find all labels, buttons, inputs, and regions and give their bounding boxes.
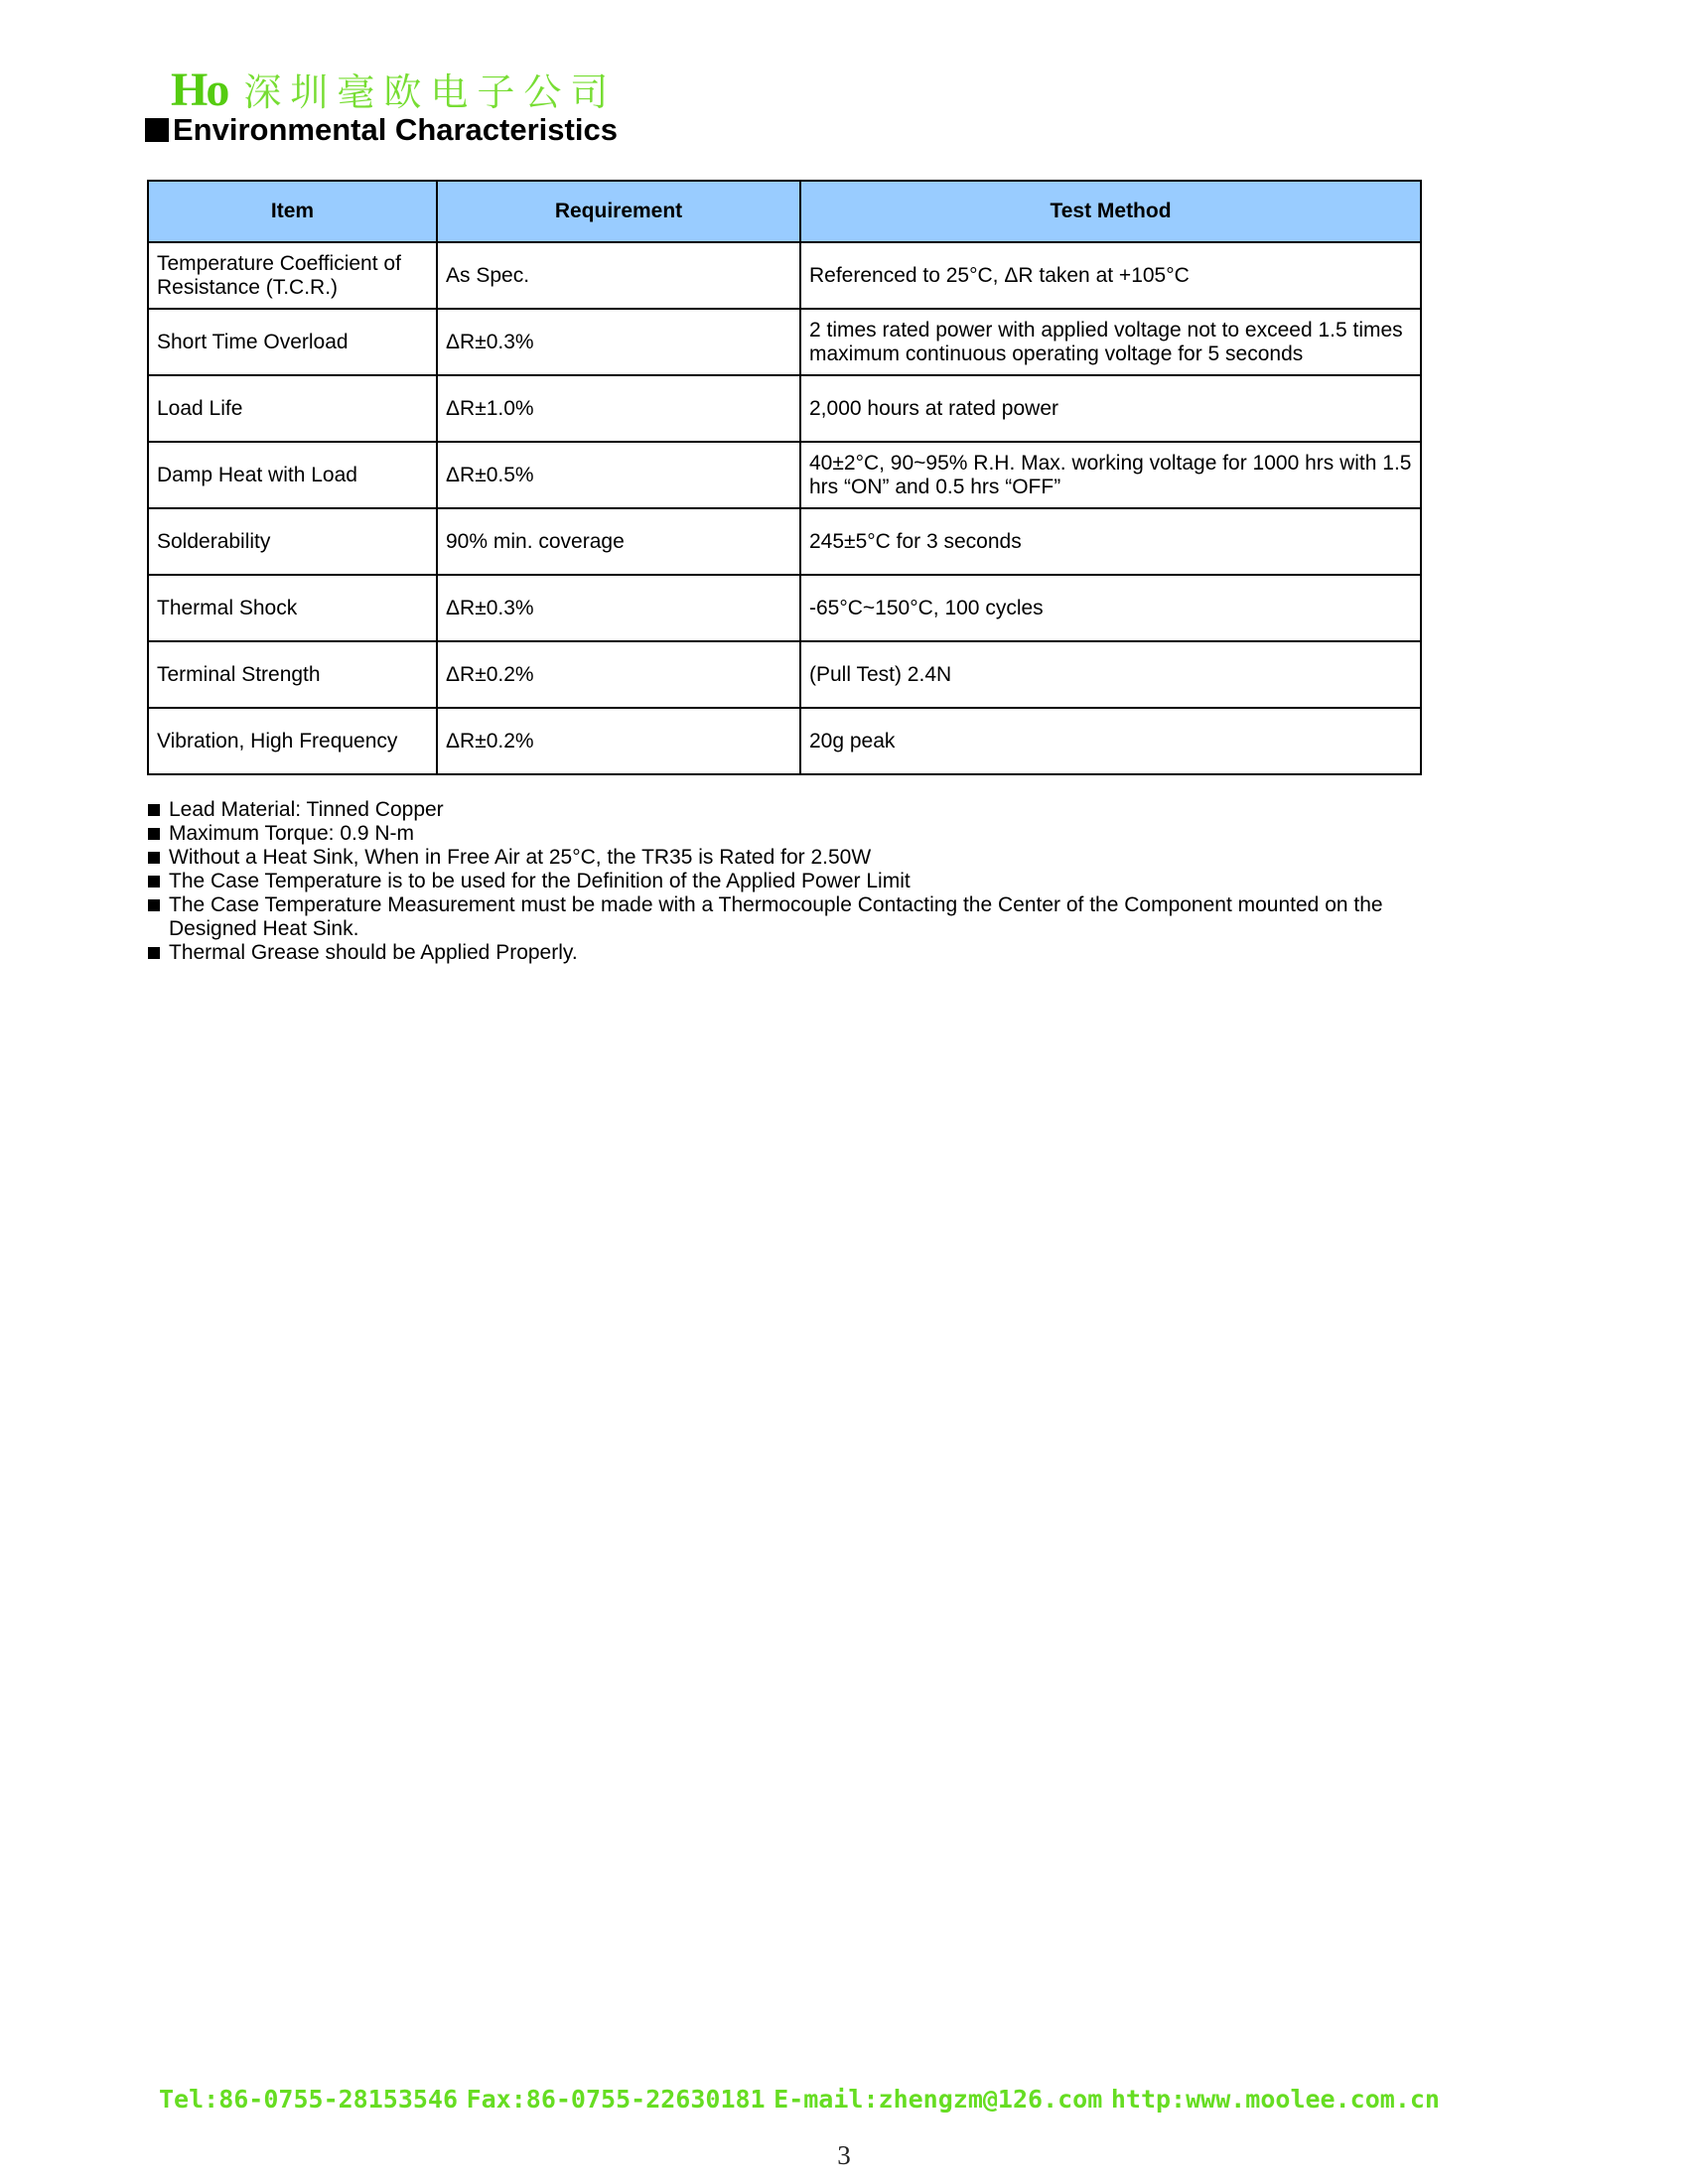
cell-item: Solderability bbox=[148, 508, 437, 575]
footer-contact bbox=[159, 2085, 1440, 2114]
cell-requirement: ΔR±0.2% bbox=[437, 708, 800, 774]
list-item bbox=[147, 846, 1438, 870]
cell-test-method: (Pull Test) 2.4N bbox=[800, 641, 1421, 708]
table-row bbox=[148, 442, 1421, 508]
note-text: Lead Material: Tinned Copper bbox=[169, 798, 444, 821]
square-bullet-icon bbox=[148, 876, 160, 887]
cell-item: Vibration, High Frequency bbox=[148, 708, 437, 774]
section-title bbox=[145, 112, 618, 148]
cell-test-method: Referenced to 25°C, ΔR taken at +105°C bbox=[800, 242, 1421, 309]
column-header-item: Item bbox=[148, 181, 437, 242]
cell-test-method: 20g peak bbox=[800, 708, 1421, 774]
cell-requirement: 90% min. coverage bbox=[437, 508, 800, 575]
cell-requirement: As Spec. bbox=[437, 242, 800, 309]
table-row bbox=[148, 242, 1421, 309]
note-text: The Case Temperature is to be used for the Definition of the Applied Power Limit bbox=[169, 870, 911, 892]
cell-test-method: 2 times rated power with applied voltage not to exceed 1.5 times maximum continuous operating voltage for 5 seconds bbox=[800, 309, 1421, 375]
list-item bbox=[147, 941, 1438, 965]
table-row bbox=[148, 641, 1421, 708]
cell-item: Temperature Coefficient of Resistance (T.C.R.) bbox=[148, 242, 437, 309]
column-header-test-method: Test Method bbox=[800, 181, 1421, 242]
footer-url[interactable]: http:www.moolee.com.cn bbox=[1110, 2085, 1440, 2114]
square-bullet-icon bbox=[145, 118, 169, 142]
list-item bbox=[147, 822, 1438, 846]
cell-requirement: ΔR±0.2% bbox=[437, 641, 800, 708]
page-number: 3 bbox=[837, 2140, 851, 2170]
table-row bbox=[148, 575, 1421, 641]
notes-list bbox=[147, 798, 1438, 965]
cell-item: Short Time Overload bbox=[148, 309, 437, 375]
note-text: Without a Heat Sink, When in Free Air at 25°C, the TR35 is Rated for 2.50W bbox=[169, 846, 872, 869]
cell-requirement: ΔR±0.3% bbox=[437, 309, 800, 375]
square-bullet-icon bbox=[148, 852, 160, 864]
table-row bbox=[148, 508, 1421, 575]
section-title-text: Environmental Characteristics bbox=[173, 112, 618, 147]
square-bullet-icon bbox=[148, 828, 160, 840]
cell-test-method: 245±5°C for 3 seconds bbox=[800, 508, 1421, 575]
cell-item: Load Life bbox=[148, 375, 437, 442]
cell-requirement: ΔR±0.3% bbox=[437, 575, 800, 641]
cell-item: Terminal Strength bbox=[148, 641, 437, 708]
square-bullet-icon bbox=[148, 899, 160, 911]
list-item bbox=[147, 893, 1438, 941]
note-text: The Case Temperature Measurement must be made with a Thermocouple Contacting the Center of the Component mounted on the Designed Heat Sink. bbox=[169, 893, 1383, 940]
logo-mark: Ho bbox=[171, 64, 228, 116]
square-bullet-icon bbox=[148, 947, 160, 959]
list-item bbox=[147, 870, 1438, 893]
footer-fax: Fax:86-0755-22630181 bbox=[466, 2085, 766, 2114]
table-row bbox=[148, 708, 1421, 774]
list-item bbox=[147, 798, 1438, 822]
cell-item: Damp Heat with Load bbox=[148, 442, 437, 508]
cell-test-method: -65°C~150°C, 100 cycles bbox=[800, 575, 1421, 641]
company-name: 深圳毫欧电子公司 bbox=[243, 70, 618, 114]
company-logo bbox=[171, 62, 617, 117]
column-header-requirement: Requirement bbox=[437, 181, 800, 242]
footer-email[interactable]: E-mail:zhengzm@126.com bbox=[774, 2085, 1103, 2114]
note-text: Thermal Grease should be Applied Properly. bbox=[169, 941, 578, 964]
table-row bbox=[148, 309, 1421, 375]
cell-requirement: ΔR±0.5% bbox=[437, 442, 800, 508]
table-row bbox=[148, 375, 1421, 442]
footer-tel: Tel:86-0755-28153546 bbox=[159, 2085, 459, 2114]
cell-test-method: 2,000 hours at rated power bbox=[800, 375, 1421, 442]
table-header-row bbox=[148, 181, 1421, 242]
note-text: Maximum Torque: 0.9 N-m bbox=[169, 822, 415, 845]
cell-item: Thermal Shock bbox=[148, 575, 437, 641]
cell-test-method: 40±2°C, 90~95% R.H. Max. working voltage for 1000 hrs with 1.5 hrs “ON” and 0.5 hrs “OFF” bbox=[800, 442, 1421, 508]
environmental-table bbox=[147, 180, 1422, 775]
square-bullet-icon bbox=[148, 804, 160, 816]
cell-requirement: ΔR±1.0% bbox=[437, 375, 800, 442]
